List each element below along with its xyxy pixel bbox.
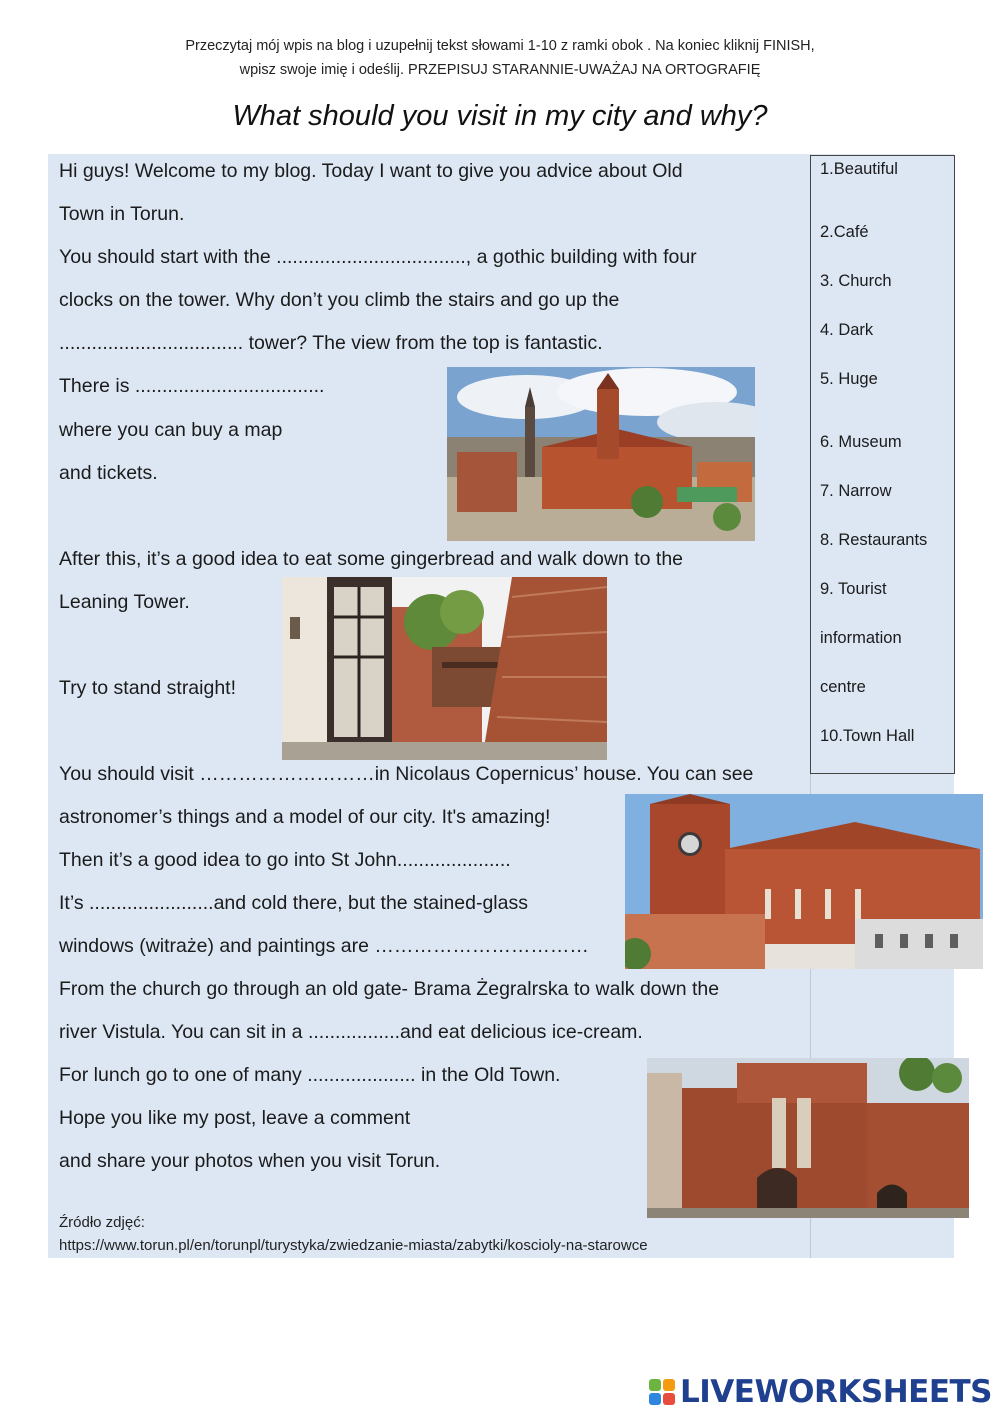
blog-line: You should visit ………………………in Nicolaus Copernicus’ house. You can see xyxy=(59,763,754,785)
word-9-line-1: 9. Tourist xyxy=(820,580,887,598)
blog-line: where you can buy a map xyxy=(59,419,283,441)
blog-line: Leaning Tower. xyxy=(59,591,190,613)
blog-line: .................................. tower? The view from the top is fantastic. xyxy=(59,332,603,354)
word-10: 10.Town Hall xyxy=(820,727,915,745)
city-gate-photo xyxy=(647,1058,969,1218)
blog-line: astronomer’s things and a model of our city. It's amazing! xyxy=(59,806,551,828)
word-9-line-2: information xyxy=(820,629,902,647)
blog-line: river Vistula. You can sit in a .................and eat delicious ice-cream. xyxy=(59,1021,643,1043)
town-hall-photo xyxy=(447,367,755,541)
st-john-church-photo xyxy=(625,794,983,969)
word-2: 2.Café xyxy=(820,223,869,241)
blog-line: windows (witraże) and paintings are …………………………… xyxy=(59,935,589,957)
liveworksheets-logo-icon xyxy=(649,1379,675,1405)
blog-line: From the church go through an old gate- Brama Żegralrska to walk down the xyxy=(59,978,720,1000)
blog-line: Then it’s a good idea to go into St John..................... xyxy=(59,849,511,871)
blog-line: For lunch go to one of many .................... in the Old Town. xyxy=(59,1064,561,1086)
instruction-line-1: Przeczytaj mój wpis na blog i uzupełnij tekst słowami 1-10 z ramki obok . Na koniec kliknij FINISH, xyxy=(185,38,815,54)
blog-line: Try to stand straight! xyxy=(59,677,237,699)
blog-line: Town in Torun. xyxy=(59,203,185,225)
word-6: 6. Museum xyxy=(820,433,902,451)
word-8: 8. Restaurants xyxy=(820,531,928,549)
page-title: What should you visit in my city and why? xyxy=(232,100,768,132)
blog-line: You should start with the ..................................., a gothic building with four xyxy=(59,246,697,268)
instruction-line-2: wpisz swoje imię i odeślij. PRZEPISUJ STARANNIE-UWAŻAJ NA ORTOGRAFIĘ xyxy=(239,62,761,78)
blog-line: There is ................................... xyxy=(59,375,325,397)
blog-line: clocks on the tower. Why don’t you climb the stairs and go up the xyxy=(59,289,620,311)
blog-line: Hope you like my post, leave a comment xyxy=(59,1107,411,1129)
photo-source-label: Źródło zdjęć: xyxy=(59,1214,145,1231)
blog-line: After this, it’s a good idea to eat some gingerbread and walk down to the xyxy=(59,548,684,570)
word-9-line-3: centre xyxy=(820,678,866,696)
blog-line: It’s .......................and cold there, but the stained-glass xyxy=(59,892,528,914)
blog-line: Hi guys! Welcome to my blog. Today I want to give you advice about Old xyxy=(59,160,683,182)
word-4: 4. Dark xyxy=(820,321,874,339)
blog-line: and share your photos when you visit Torun. xyxy=(59,1150,441,1172)
word-7: 7. Narrow xyxy=(820,482,892,500)
blog-line: and tickets. xyxy=(59,462,158,484)
word-5: 5. Huge xyxy=(820,370,878,388)
brand-name: LIVEWORKSHEETS xyxy=(680,1374,992,1410)
word-1: 1.Beautiful xyxy=(820,160,898,178)
liveworksheets-brand xyxy=(649,1374,992,1410)
photo-source-url[interactable]: https://www.torun.pl/en/torunpl/turystyka/zwiedzanie-miasta/zabytki/koscioly-na-starowce xyxy=(59,1237,648,1254)
leaning-tower-photo xyxy=(282,577,607,760)
word-3: 3. Church xyxy=(820,272,892,290)
